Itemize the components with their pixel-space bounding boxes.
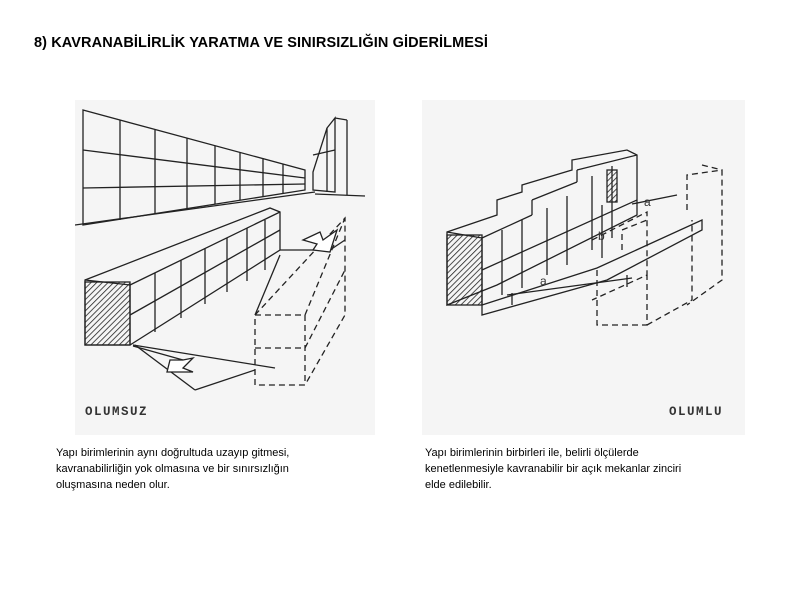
negative-label: OLUMSUZ bbox=[85, 405, 149, 419]
negative-sketch-drawing bbox=[75, 100, 375, 435]
negative-caption-line: kavranabilirliğin yok olmasına ve bir sınırsızlığın bbox=[56, 463, 289, 475]
negative-caption-line: oluşmasına neden olur. bbox=[56, 479, 170, 491]
negative-caption-line: Yapı birimlerinin aynı doğrultuda uzayıp gitmesi, bbox=[56, 447, 290, 459]
positive-caption-line: Yapı birimlerinin birbirleri ile, belirli ölçülerde bbox=[425, 447, 639, 459]
negative-example-sketch bbox=[75, 100, 375, 435]
positive-sketch-drawing bbox=[422, 100, 745, 435]
negative-caption bbox=[56, 445, 396, 493]
positive-example-sketch bbox=[422, 100, 745, 435]
dimension-label-a-top: a bbox=[644, 195, 651, 209]
positive-caption bbox=[425, 445, 755, 493]
positive-caption-line: kenetlenmesiyle kavranabilir bir açık mekanlar zinciri bbox=[425, 463, 682, 475]
dimension-label-b: b bbox=[598, 229, 605, 243]
positive-label: OLUMLU bbox=[669, 405, 724, 419]
dimension-label-a: a bbox=[540, 274, 547, 288]
positive-caption-line: elde edilebilir. bbox=[425, 479, 492, 491]
slide-title: 8) KAVRANABİLİRLİK YARATMA VE SINIRSIZLIĞIN GİDERİLMESİ bbox=[34, 35, 488, 51]
